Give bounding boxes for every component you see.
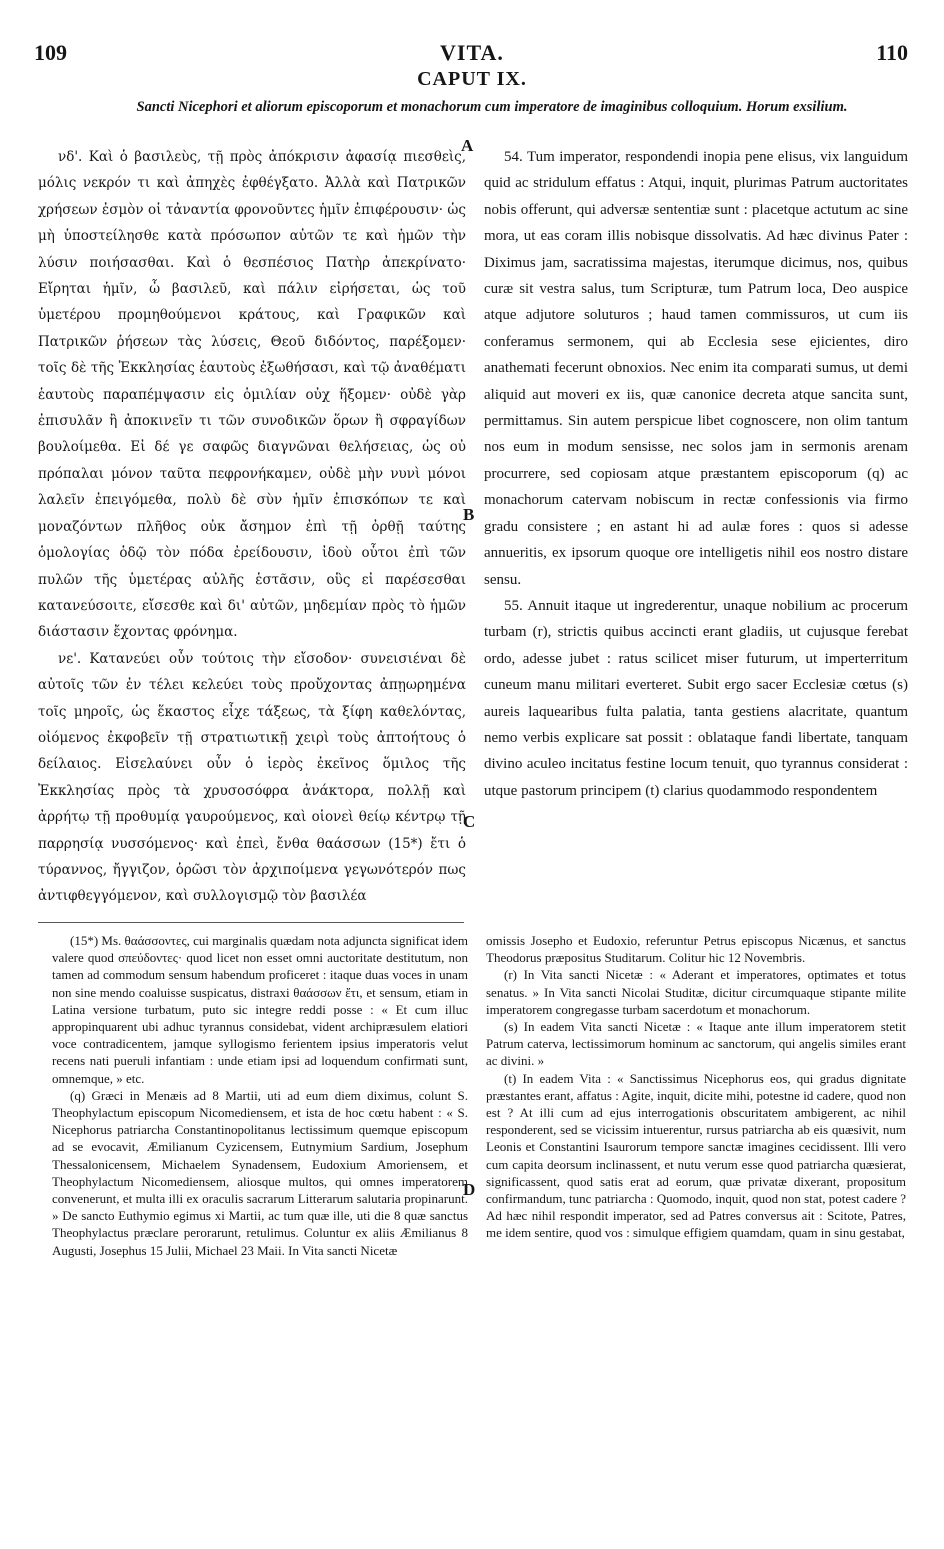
margin-letter-d: D [463, 1180, 476, 1199]
margin-letter-a: A [461, 136, 474, 155]
footnote-q: (q) Græci in Menæis ad 8 Martii, uti ad eum diem diximus, colunt S. Theophylactum episcopum Nicomediensem, et ista de hoc cœtu habent : « S. Nicephorus patriarcha Constantinopolitanus lectissimum quemque episcopum ad se evocavit, Æmilianum Cyzicensem, Eutnymium Sardium, Josephum Thessalonicensem, Michaelem Synadensem, Eudoxium Amoriensem, et Theophylactum Nicomediensem, aliosque multos, qui omnes imperatorem convenerunt, et multa illi ex oraculis sacrarum Litterarum salutaria propinarunt. » De sancto Euthymio egimus xi Martii, ac tum quæ ille, uti die 8 quæ sanctus Theophylactus præclare perorarunt, retulimus. Coluntur ex aliis Æmilianus 8 Augusti, Josephus 15 Julii, Michael 23 Maii. In Vita sancti Nicetæ [52, 1087, 468, 1258]
footnote-q-continued: omissis Josepho et Eudoxio, referuntur Petrus episcopus Nicænus, et sanctus Theodorus præpositus Studitarum. Colitur hic 12 Novembris. [486, 933, 906, 966]
greek-paragraph-55: νε'. Κατανεύει οὖν τούτοις τὴν εἴσοδον· συνεισιέναι δὲ αὐτοῖς τῶν ἐν τέλει κελεύει τοὺς προὔχοντας ἀπῃωρημένα τοῖς μηροῖς, ὡς ἕκαστος εἶχε τάξεως, τὰ ξίφη καθελόντας, οἰόμενος ἐκφοβεῖν τῇ στρατιωτικῇ χειρὶ τοὺς ἀπτοήτους ὁ δείλαιος. Εἰσελαύνει οὖν ὁ ἱερὸς ἐκεῖνος ὅμιλος τῆς Ἐκκλησίας πρὸς τὰ χρυσοσόφρα ἀνάκτορα, πολλῇ καὶ ἀρρήτῳ τῇ προθυμίᾳ γαυρούμενος, καὶ οἱονεὶ θείῳ κέντρῳ τῇ παρρησίᾳ νυσσόμενος· καὶ ἐπεὶ, ἔνθα θαάσσων (15*) ἔτι ὁ τύραννος, ἤγγιζον, ὁρῶσι τὸν ἀρχιποίμενα γεγωνότερόν πως ἀντιφθεγγόμενον, καὶ συλλογισμῷ τὸν βασιλέα [38, 650, 466, 905]
footnote-divider [38, 922, 464, 923]
footnote-r: (r) In Vita sancti Nicetæ : « Aderant et imperatores, optimates et totus senatus. » In Vita sancti Nicolai Studitæ, dicitur circumquaque stipante milite imperatorem congregasse turbam sacerdotum et monachorum. [486, 967, 906, 1017]
latin-column [484, 144, 908, 804]
page-number-left: 109 [34, 40, 67, 65]
margin-letter-c: C [463, 812, 476, 831]
margin-letter-b: B [463, 505, 475, 524]
footnote-15: (15*) Ms. θαάσσοντες, cui marginalis quædam nota adjuncta significat idem valere quod σπεύδοντες· quod licet non esset omni auctoritate destitutum, non tamen ad commodum sensum habendum proficeret : itaque duas voces in unam non sine mendo coaluisse suspicatus, distraxi θαάσσων ἔτι, et sensum, etiam in Latina versione turbatum, puto sic integre reddi posse : « Et cum illuc appropinquarent ubi adhuc tyrannus considebat, vident archipræsulem elatiori voce contradicentem, jamque syllogismo ferientem ipsius imperatoris velut recens nati pueruli infantiam : unde etiam ipsi ad loquendum confirmati sunt, omnemque, » etc. [52, 933, 468, 1086]
footnotes-left [52, 932, 468, 1259]
footnote-s: (s) In eadem Vita sancti Nicetæ : « Itaque ante illum imperatorem stetit Patrum caterva, lectissimorum hominum ac sanctorum, qui angelis similes erant ac divini. » [486, 1019, 906, 1069]
page-number-right: 110 [876, 40, 908, 65]
latin-paragraph-54: 54. Tum imperator, respondendi inopia pene elisus, vix languidum quid ac stridulum effatus : Atqui, inquit, plurimas Patrum auctoritates nobis offerunt, qui adversæ sententiæ sunt : placetque actutum ac sine mora, ut eas coram illis nobisque dissolvatis. Ad hæc divinus Pater : Diximus jam, sacratissima majestas, iterumque dicimus, nos, quibus curæ sit vestra salus, tum Scripturæ, tum Patrum loca, Deo auspice atque adjutore soluturos ; haud tamen commissuros, ut cum iis conferamus sermonem, qui ab Ecclesia sese ejicientes, diro anathemati fecerunt obnoxios. Nec enim ita comparati sumus, ut demi aliquid aut moveri ex iis, quæ canonice decreta atque sancita sunt, permittamus. Sin autem perspicue libet cognoscere, non olim tantum nos eum in modum sensisse, nec solos jam in sermonis arenam procurrere, sed copiosam atque præstantem episcoporum (q) ac monachorum catervam nobiscum in rectæ confessionis via firmo gradu consistere ; en astant hi ad aulæ fores : quos si adesse annueritis, ex ipsorum quoque ore intelligetis nihil eos nostro distare sensu. [484, 149, 908, 588]
footnote-t: (t) In eadem Vita : « Sanctissimus Nicephorus eos, qui gradus dignitate præstantes erant, affatus : Agite, inquit, dicite mihi, potestne id cadere, quod non est ? At illi cum ad ejus interrogationis obscuritatem ambigerent, ac nihil responderent, sed se vicissim intuerentur, rursus patriarcha ab eis quæsivit, num Leonis et Constantini Isaurorum tempore sanctæ imagines cecidissent. Illi vero cum capita deorsum inclinassent, et nutu verum esse quod patriarcha quæsierat, significassent, quod satis erat ad eorum, quæ privatæ dixerant, propositum confirmandum, tunc patriarcha : Quomodo, inquit, quod non stat, potest cadere ? Ad hæc nihil respondit imperator, sed ad Patres conversus ait : Scitote, Patres, me idem sentire, quod vos : simulque effigiem quamdam, quam in sinu gestabat, [486, 1070, 906, 1241]
footnotes-right [486, 932, 906, 1242]
latin-paragraph-55: 55. Annuit itaque ut ingrederentur, unaque nobilium ac procerum turbam (r), strictis quibus accincti erant gladiis, ut cujusque ferebat ordo, adesse jubet : ratus scilicet miser futurum, ut imperterritum cuneum manu militari everteret. Subit ergo sacer Ecclesiæ cœtus (s) aureis laquearibus fulta palatia, tanta gestiens alacritate, quantum nemo verbis explicare sat possit : oblataque fandi libertate, tanquam divino aculeo incitatus festine locum tenuit, quo tyrannus considerat : utque pastorum principem (t) clarius quodammodo respondentem [484, 597, 908, 799]
chapter-heading: CAPUT IX. [417, 68, 527, 90]
greek-column [38, 144, 466, 910]
chapter-subtitle: Sancti Nicephori et aliorum episcoporum et monachorum cum imperatore de imaginibus colloquium. Horum exsilium. [136, 99, 848, 115]
greek-paragraph-54: νδ'. Καὶ ὁ βασιλεὺς, τῇ πρὸς ἀπόκρισιν ἀφασίᾳ πιεσθεὶς, μόλις νεκρόν τι καὶ ἀπηχὲς ἐφθέγξατο. Ἀλλὰ καὶ Πατρικῶν χρήσεων ἐσμὸν οἱ τἀναντία φρονοῦντες ἡμῖν ἐπιφέρουσιν· ὡς μὴ ὑποστείλησθε κατὰ πρόσωπον αὐτῶν τε καὶ ἡμῶν τὴν λύσιν ποιήσασθαι. Καὶ ὁ θεσπέσιος Πατὴρ ἀπεκρίνατο· Εἴρηται ἡμῖν, ὦ βασιλεῦ, καὶ πάλιν εἰρήσεται, ὡς τοῦ ὑμετέρου προμηθούμενοι κράτους, καὶ Γραφικῶν καὶ Πατρικῶν ῥήσεων τὰς λύσεις, Θεοῦ διδόντος, παρέξομεν· τοῖς δὲ τῆς Ἐκκλησίας ἑαυτοὺς ἐξωθήσασι, καὶ τῷ ἀναθέματι ἑαυτοὺς παραπέμψασιν εἰς ὁμιλίαν οὐχ ἥξομεν· οὐδὲ γὰρ ἐπισυλᾶν ἢ ἀποκινεῖν τι τῶν συνοδικῶν ὅρων ἢ σφραγίδων βουλοίμεθα. Εἰ δέ γε σαφῶς διαγνῶναι θελήσειας, ὡς οὐ πρόπαλαι μόνον ταῦτα πεφρονήκαμεν, οὐδὲ μὴν νυνὶ μόνοι λαλεῖν ἐπειγόμεθα, πολὺ δὲ σὺν ἡμῖν ἐπισκόπων τε καὶ μοναζόντων πλῆθος οὐκ ἄσημον ἐπὶ τῇ ὀρθῇ ταύτης ὁμολογίας ὁδῷ τὸν πόδα ἐρείδουσιν, ἰδοὺ οὗτοι ἐπὶ τῶν πυλῶν τῆς ὑμετέρας αὐλῆς ἑστᾶσιν, οὓς εἰ παρέσεσθαι κατανεύσοιτε, εἴσεσθε καὶ δι' αὐτῶν, μηδεμίαν πρὸς τὸ ἡμῶν διάστασιν ἔχοντας φρόνημα. [38, 149, 466, 641]
running-title: VITA. [440, 40, 504, 65]
